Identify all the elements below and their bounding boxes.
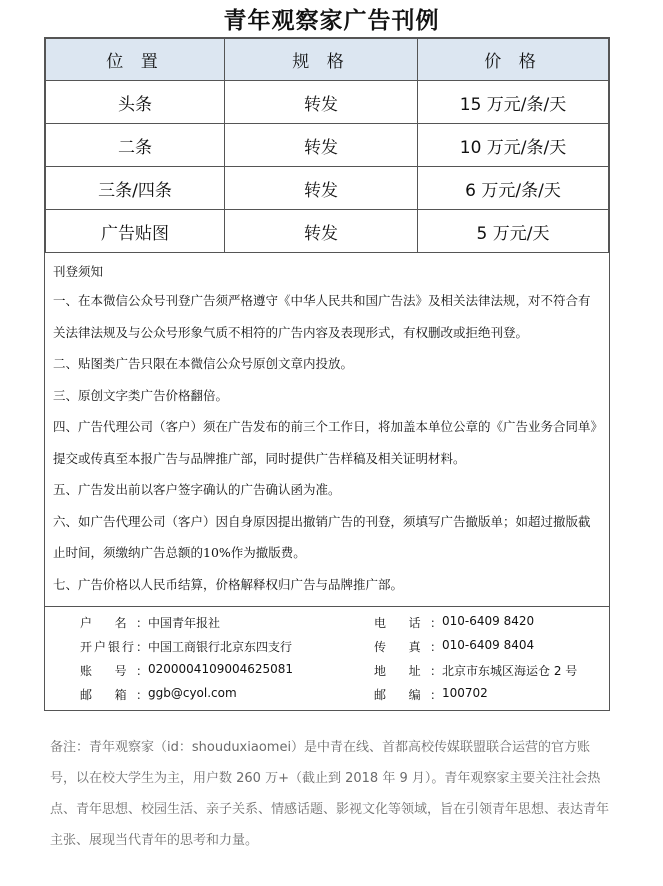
notice-item: 一、在本微信公众号刊登广告须严格遵守《中华人民共和国广告法》及相关法律法规，对不符合有关法律法规及与公众号形象气质不相符的广告内容及表现形式，有权删改或拒绝刊登。 — [53, 293, 591, 340]
cell-spec: 转发 — [225, 124, 418, 167]
contact-row — [45, 658, 609, 682]
notice-item: 二、贴图类广告只限在本微信公众号原创文章内投放。 — [53, 356, 354, 371]
bank-name: 中国工商银行北京东四支行 — [148, 639, 293, 654]
cell-price: 5 万元/天 — [418, 210, 609, 253]
cell-position: 二条 — [46, 124, 225, 167]
ad-rate-card — [44, 37, 610, 711]
table-row — [46, 210, 609, 253]
account-number: 0200004109004625081 — [148, 661, 294, 676]
address: 北京市东城区海运仓 2 号 — [442, 663, 578, 678]
notice-item: 三、原创文字类广告价格翻倍。 — [53, 387, 229, 403]
phone-number: 010-6409 8420 — [442, 613, 535, 628]
contact-label: 传 真： — [374, 639, 442, 654]
contact-row — [45, 610, 609, 634]
header-position: 位 置 — [46, 39, 225, 81]
table-row — [46, 81, 609, 124]
contact-row — [45, 682, 609, 706]
contact-label: 开户银行： — [80, 639, 148, 654]
cell-position: 广告贴图 — [46, 210, 225, 253]
postal-code: 100702 — [442, 685, 488, 700]
notice-item: 六、如广告代理公司（客户）因自身原因提出撤销广告的刊登，须填写广告撤版单；如超过撤版截止时间，须缴纳广告总额的10%作为撤版费。 — [53, 513, 591, 560]
cell-spec: 转发 — [225, 81, 418, 124]
cell-price: 15 万元/条/天 — [418, 81, 609, 124]
price-table — [45, 38, 609, 253]
contact-label: 户 名： — [80, 615, 148, 630]
cell-spec: 转发 — [225, 210, 418, 253]
cell-position: 三条/四条 — [46, 167, 225, 210]
table-row — [46, 124, 609, 167]
contact-section — [45, 606, 609, 710]
header-spec: 规 格 — [225, 39, 418, 81]
contact-label: 邮 编： — [374, 687, 442, 702]
cell-price: 6 万元/条/天 — [418, 167, 609, 210]
cell-price: 10 万元/条/天 — [418, 124, 609, 167]
cell-position: 头条 — [46, 81, 225, 124]
notice-section — [45, 253, 609, 606]
notice-heading: 刊登须知 — [53, 264, 104, 279]
contact-label: 地 址： — [374, 663, 442, 678]
contact-label: 电 话： — [374, 615, 442, 630]
notice-item: 五、广告发出前以客户签字确认的广告确认函为准。 — [53, 482, 341, 497]
email-address: ggb@cyol.com — [148, 685, 237, 700]
contact-label: 邮 箱： — [80, 687, 148, 702]
contact-row — [45, 634, 609, 658]
contact-label: 账 号： — [80, 663, 148, 678]
notice-item: 四、广告代理公司（客户）须在广告发布的前三个工作日，将加盖本单位公章的《广告业务合同单》提交或传真至本报广告与品牌推广部，同时提供广告样稿及相关证明材料。 — [53, 419, 597, 466]
header-price: 价 格 — [418, 39, 609, 81]
notice-item: 七、广告价格以人民币结算，价格解释权归广告与品牌推广部。 — [53, 576, 404, 592]
table-header-row — [46, 39, 609, 81]
remark-note: 备注：青年观察家（id：shouduxiaomei）是中青在线、首都高校传媒联盟联合运营的官方账号，以在校大学生为主，用户数 260 万+（截止到 2018 年 9 月）。青年观察家主要关注社会热点、青年思想、校园生活、亲子关系、情感话题、影视文化等领域，旨在引领青年思想、表达青年主张、展现当代青年的思考和力量。 — [50, 740, 610, 848]
fax-number: 010-6409 8404 — [442, 637, 535, 652]
cell-spec: 转发 — [225, 167, 418, 210]
page-title: 青年观察家广告刊例 — [223, 8, 440, 34]
table-row — [46, 167, 609, 210]
account-name: 中国青年报社 — [148, 615, 221, 630]
